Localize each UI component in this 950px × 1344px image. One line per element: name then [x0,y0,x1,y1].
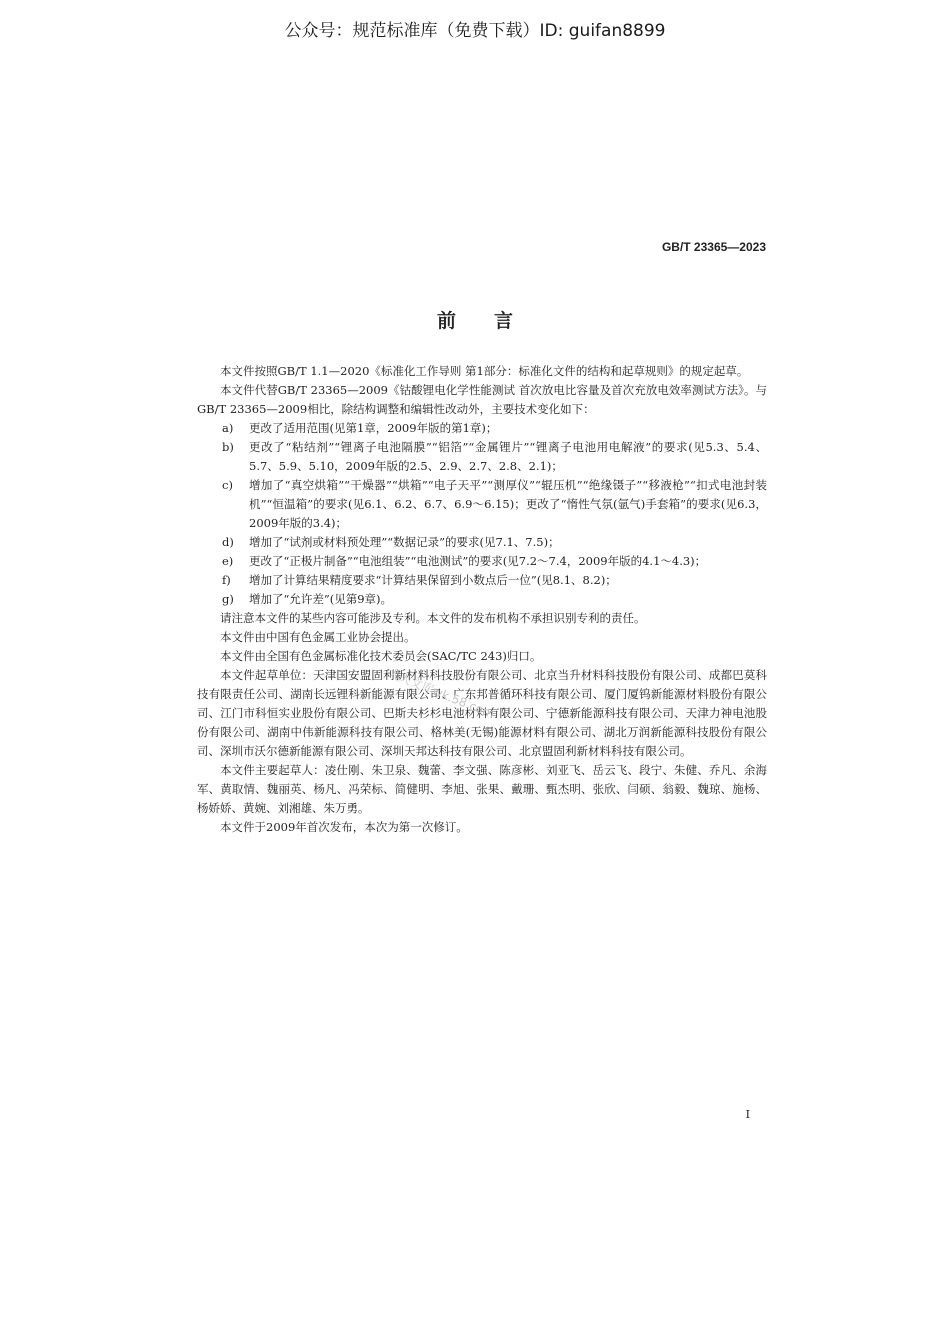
list-label: f) [222,573,231,587]
revision-history: 本文件于2009年首次发布，本次为第一次修订。 [220,820,468,834]
list-item [197,533,767,552]
list-item [197,438,767,476]
paragraph: 本文件代替GB/T 23365—2009《钴酸锂电化学性能测试 首次放电比容量及首次充放电效率测试方法》。与GB/T 23365—2009相比，除结构调整和编辑性改动外，主要技术变化如下： [197,383,767,416]
list-item [197,571,767,590]
list-text: 更改了“正极片制备”“电池组装”“电池测试”的要求(见7.2～7.4，2009年版的4.1～4.3)； [249,554,707,568]
page-number: I [745,1108,750,1121]
watermark: 人人文库wk.58.com [386,665,497,722]
standard-code: GB/T 23365—2023 [661,240,766,254]
list-label: b) [222,440,234,454]
list-label: a) [222,421,234,435]
list-item [197,476,767,533]
drafters: 本文件主要起草人：凌仕刚、朱卫泉、魏蕾、李文强、陈彦彬、刘亚飞、岳云飞、段宁、朱健、乔凡、余海军、黄取情、魏丽英、杨凡、冯荣标、简健明、李旭、张果、戴珊、甄杰明、张欣、闫硕、翁毅、魏琼、施杨、杨娇娇、黄婉、刘湘雄、朱万勇。 [197,763,767,815]
list-item [197,552,767,571]
list-text: 增加了计算结果精度要求“计算结果保留到小数点后一位”(见8.1、8.2)； [249,573,617,587]
source-banner: 公众号：规范标准库（免费下载）ID: guifan8899 [284,21,666,41]
list-text: 增加了“允许差”(见第9章)。 [249,592,393,606]
list-label: e) [222,554,234,568]
drafting-units: 本文件起草单位：天津国安盟固利新材料科技股份有限公司、北京当升材料科技股份有限公司、成都巴莫科技有限责任公司、湖南长远锂科新能源有限公司、广东邦普循环科技有限公司、厦门厦钨新能源材料股份有限公司、江门市科恒实业股份有限公司、巴斯夫杉杉电池材料有限公司、宁德新能源科技有限公司、天津力神电池股份有限公司、湖南中伟新能源科技有限公司、格林美(无锡)能源材料有限公司、湖北万润新能源科技股份有限公司、深圳市沃尔德新能源有限公司、深圳天邦达科技有限公司、北京盟固利新材料科技有限公司。 [197,668,767,758]
patent-notice: 请注意本文件的某些内容可能涉及专利。本文件的发布机构不承担识别专利的责任。 [220,611,646,625]
list-item [197,590,767,609]
list-label: d) [222,535,234,549]
proposer-statement: 本文件由中国有色金属工业协会提出。 [220,630,416,644]
list-label: c) [222,478,233,492]
paragraph: 本文件按照GB/T 1.1—2020《标准化工作导则 第1部分：标准化文件的结构和起草规则》的规定起草。 [220,364,749,378]
list-item [197,419,767,438]
committee-statement: 本文件由全国有色金属标准化技术委员会(SAC/TC 243)归口。 [220,649,542,663]
list-text: 更改了适用范围(见第1章，2009年版的第1章)； [249,421,498,435]
list-text: 增加了“试剂或材料预处理”“数据记录”的要求(见7.1、7.5)； [249,535,560,549]
list-text: 增加了“真空烘箱”“干燥器”“烘箱”“电子天平”“测厚仪”“辊压机”“绝缘镊子”“移液枪”“扣式电池封装机”“恒温箱”的要求(见6.1、6.2、6.7、6.9～6.15)；更改了“惰性气氛(氩气)手套箱”的要求(见6.3，2009年版的3.4)； [249,478,767,530]
document-body [197,362,767,837]
page-title: 前言 [436,310,551,332]
list-label: g) [222,592,234,606]
list-text: 更改了“粘结剂”“锂离子电池隔膜”“铝箔”“金属锂片”“锂离子电池用电解液”的要求(见5.3、5.4、5.7、5.9、5.10，2009年版的2.5、2.9、2.7、2.8、2.1)； [249,440,767,473]
